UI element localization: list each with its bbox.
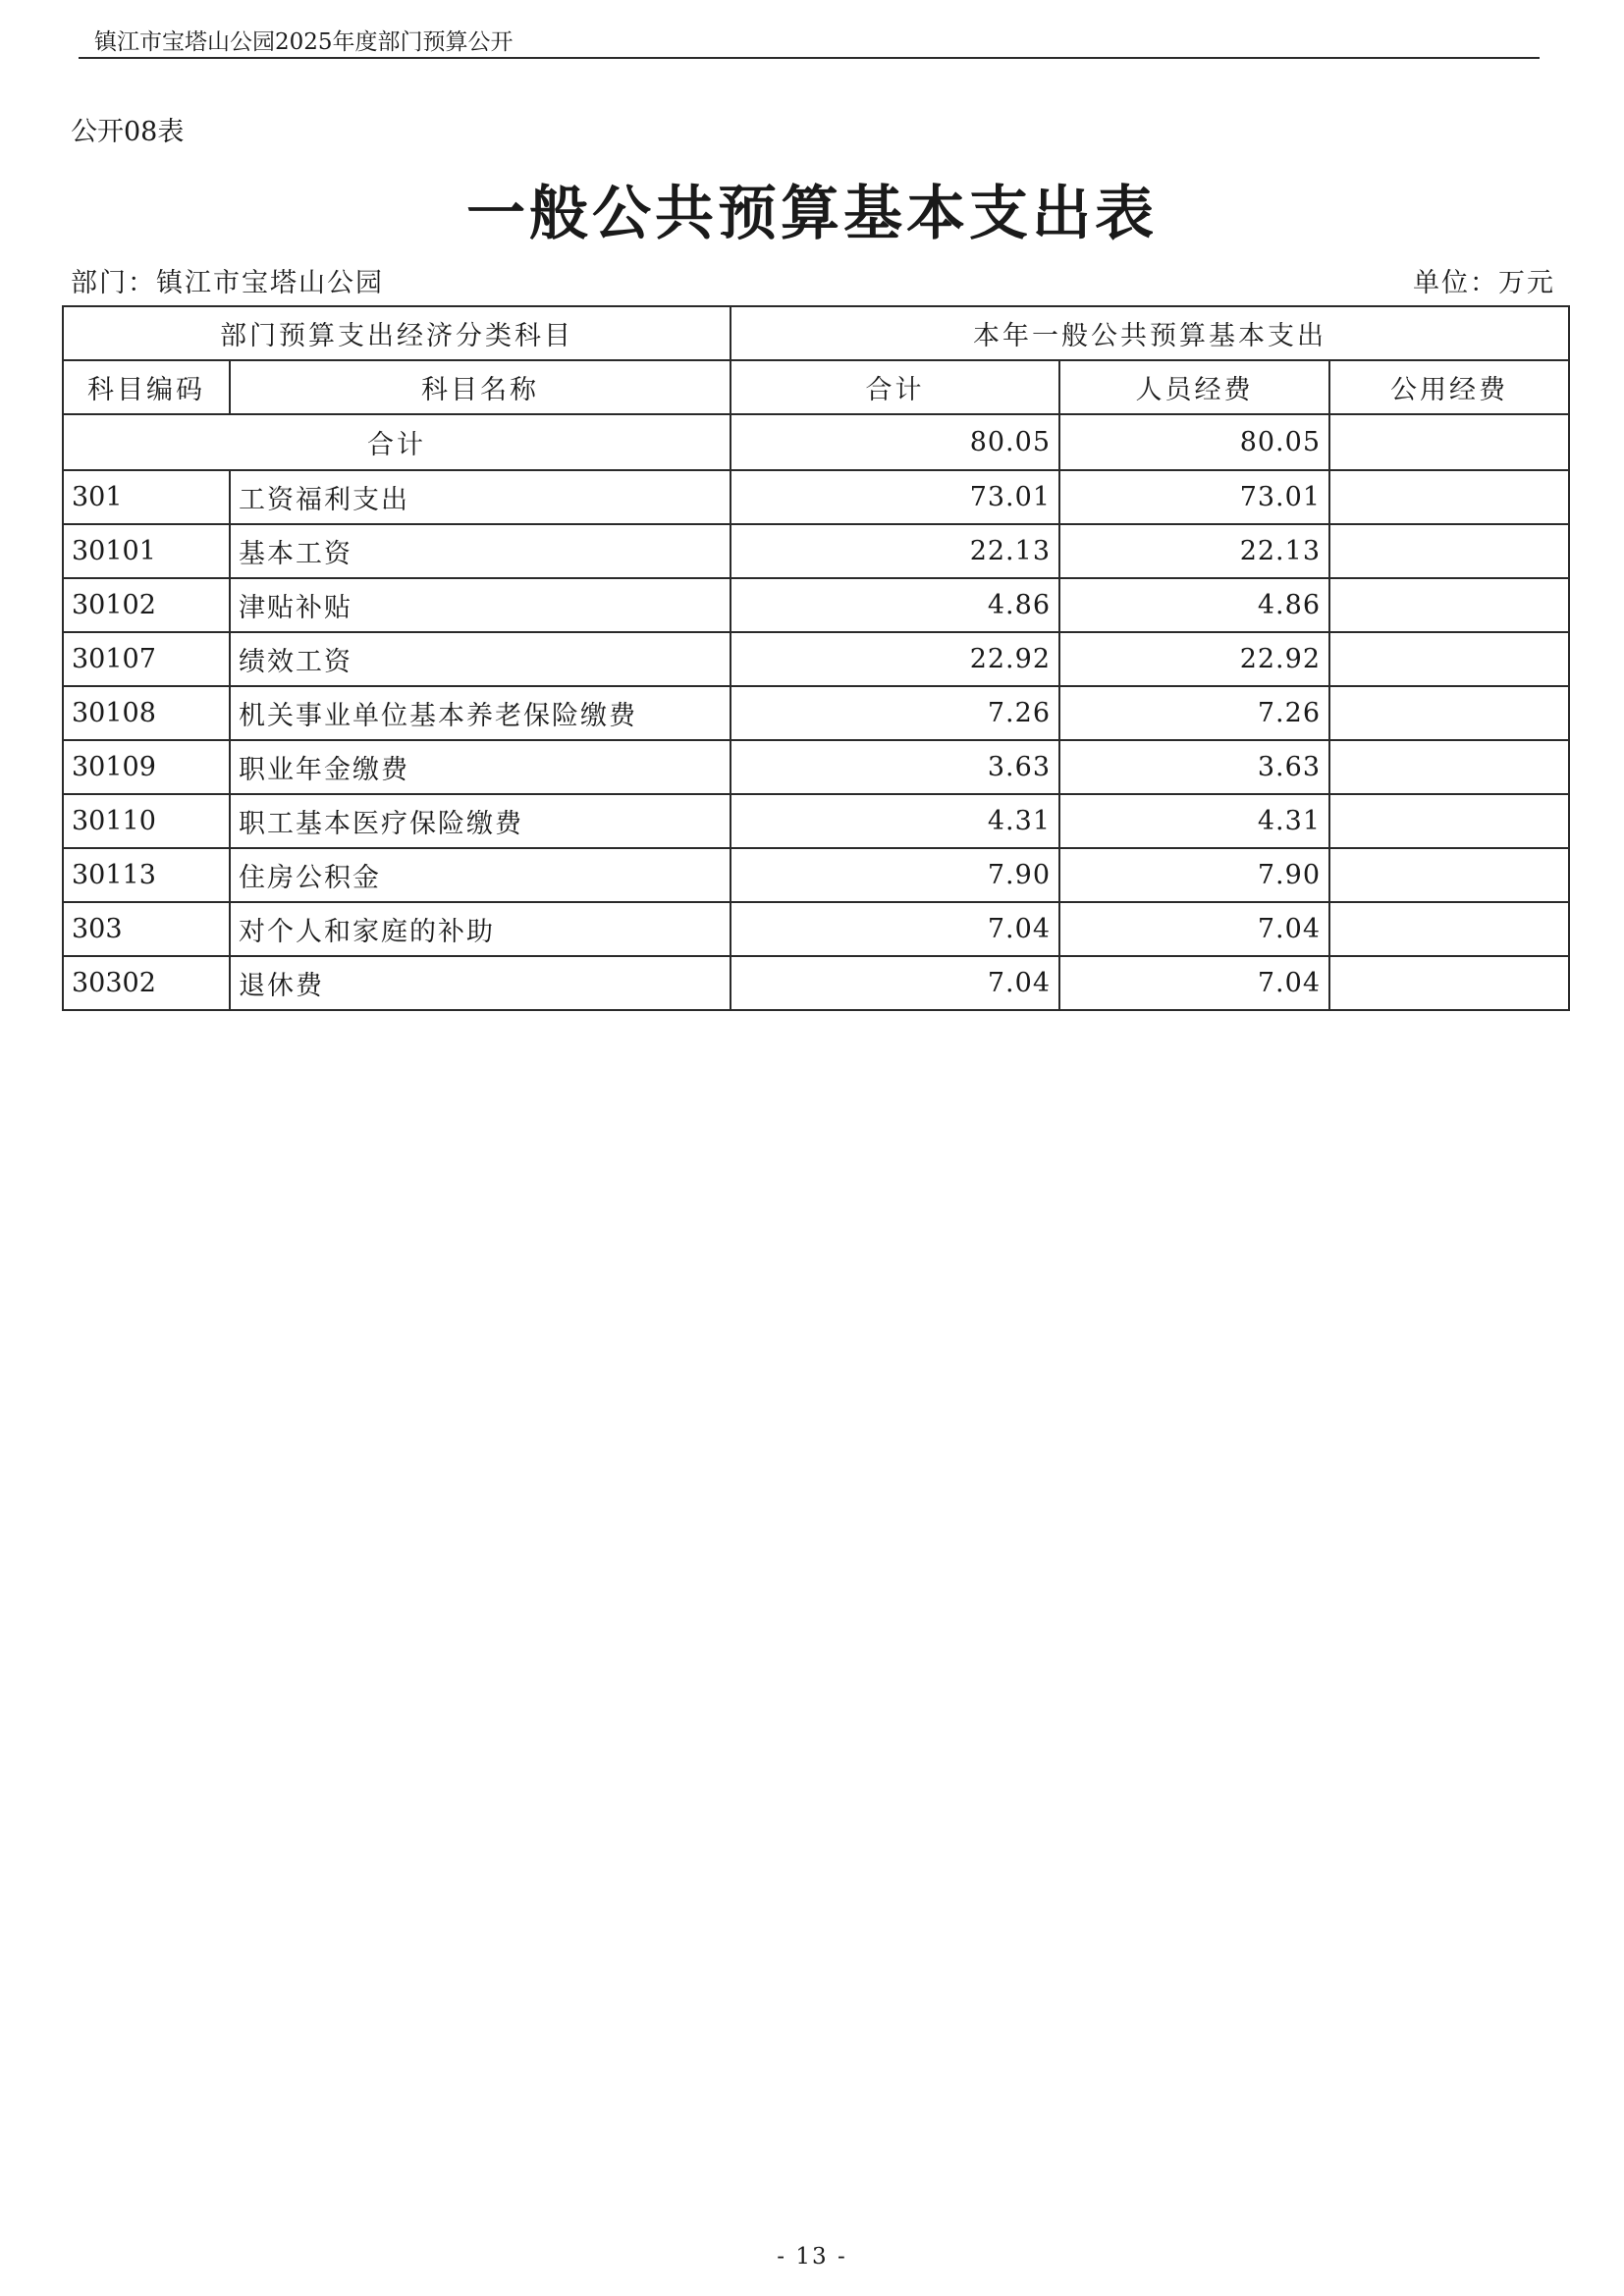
row-public [1329,902,1569,956]
row-public [1329,686,1569,740]
row-code: 30302 [63,956,230,1010]
budget-table [62,305,1570,1011]
table-row [63,686,1569,740]
row-public [1329,794,1569,848]
column-header-public: 公用经费 [1329,360,1569,414]
row-total: 4.31 [731,794,1059,848]
row-name: 工资福利支出 [230,470,731,524]
row-personnel: 22.92 [1059,632,1329,686]
table-number: 公开08表 [71,117,185,147]
row-name: 职业年金缴费 [230,740,731,794]
page-number: - 13 - [777,2244,847,2269]
row-name: 津贴补贴 [230,578,731,632]
row-total: 3.63 [731,740,1059,794]
header-divider [79,57,1540,59]
row-code: 30108 [63,686,230,740]
row-name: 退休费 [230,956,731,1010]
row-personnel: 22.13 [1059,524,1329,578]
total-row [63,414,1569,470]
row-total: 73.01 [731,470,1059,524]
row-public [1329,578,1569,632]
row-total: 7.26 [731,686,1059,740]
table-row [63,740,1569,794]
column-header-name: 科目名称 [230,360,731,414]
row-name: 职工基本医疗保险缴费 [230,794,731,848]
row-total: 22.13 [731,524,1059,578]
total-amount: 80.05 [731,414,1059,470]
column-header-personnel: 人员经费 [1059,360,1329,414]
row-personnel: 4.86 [1059,578,1329,632]
department-label: 部门：镇江市宝塔山公园 [71,268,384,298]
row-total: 7.04 [731,956,1059,1010]
row-total: 22.92 [731,632,1059,686]
running-header: 镇江市宝塔山公园2025年度部门预算公开 [94,29,514,55]
table-row [63,524,1569,578]
row-name: 住房公积金 [230,848,731,902]
table-row [63,578,1569,632]
row-personnel: 7.04 [1059,956,1329,1010]
column-header-row [63,360,1569,414]
row-personnel: 4.31 [1059,794,1329,848]
document-title: 一般公共预算基本支出表 [466,180,1158,248]
row-public [1329,956,1569,1010]
row-public [1329,470,1569,524]
unit-label: 单位：万元 [1413,268,1555,298]
row-total: 4.86 [731,578,1059,632]
row-total: 7.04 [731,902,1059,956]
row-code: 30110 [63,794,230,848]
row-personnel: 3.63 [1059,740,1329,794]
row-public [1329,848,1569,902]
row-personnel: 7.04 [1059,902,1329,956]
row-code: 30107 [63,632,230,686]
row-personnel: 73.01 [1059,470,1329,524]
row-personnel: 7.90 [1059,848,1329,902]
row-code: 301 [63,470,230,524]
row-code: 30109 [63,740,230,794]
row-public [1329,524,1569,578]
column-header-total: 合计 [731,360,1059,414]
total-label: 合计 [63,414,731,470]
row-name: 绩效工资 [230,632,731,686]
table-row [63,902,1569,956]
row-code: 30113 [63,848,230,902]
total-public [1329,414,1569,470]
row-personnel: 7.26 [1059,686,1329,740]
table-row [63,470,1569,524]
row-code: 303 [63,902,230,956]
group-header-row [63,306,1569,360]
group-header-expenditure: 本年一般公共预算基本支出 [731,306,1569,360]
table-row [63,848,1569,902]
row-public [1329,740,1569,794]
row-total: 7.90 [731,848,1059,902]
group-header-classification: 部门预算支出经济分类科目 [63,306,731,360]
row-name: 对个人和家庭的补助 [230,902,731,956]
row-public [1329,632,1569,686]
table-row [63,632,1569,686]
row-code: 30102 [63,578,230,632]
row-name: 基本工资 [230,524,731,578]
table-row [63,794,1569,848]
row-name: 机关事业单位基本养老保险缴费 [230,686,731,740]
total-personnel: 80.05 [1059,414,1329,470]
row-code: 30101 [63,524,230,578]
column-header-code: 科目编码 [63,360,230,414]
table-row [63,956,1569,1010]
